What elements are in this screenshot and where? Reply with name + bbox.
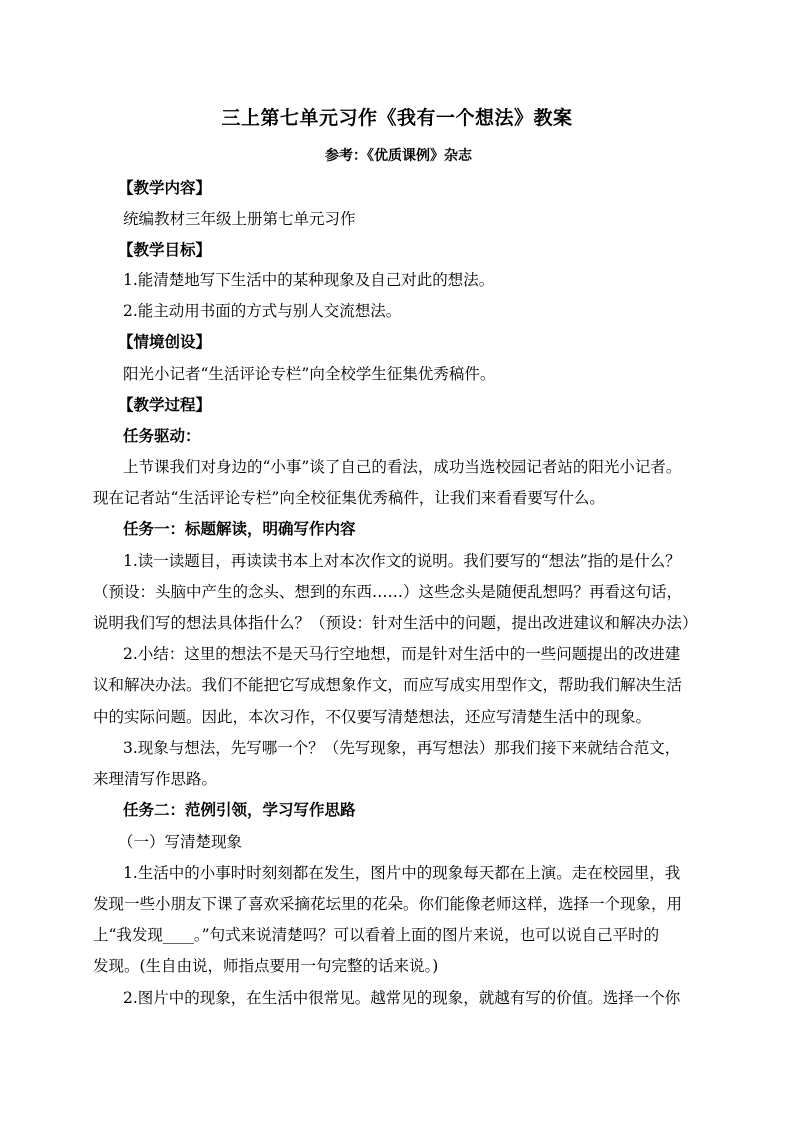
body-text-line: 发现。(生自由说，师指点要用一句完整的话来说。)	[93, 957, 439, 975]
section-heading: 【教学目标】	[118, 240, 212, 259]
body-text-line: （一）写清楚现象	[118, 833, 243, 851]
section-heading: 任务一：标题解读，明确写作内容	[123, 519, 356, 538]
body-text-line: 阳光小记者“生活评论专栏”向全校学生征集优秀稿件。	[123, 365, 496, 383]
body-text-line: 上“我发现____。”句式来说清楚吗？可以看着上面的图片来说，也可以说自己平时的	[93, 926, 660, 944]
body-text-line: 中的实际问题。因此，本次习作，不仅要写清楚想法，还应写清楚生活中的现象。	[93, 708, 652, 726]
reference-note: 参考：《优质课例》杂志	[325, 148, 472, 164]
body-text-line: 3.现象与想法，先写哪一个？（先写现象，再写想法）那我们接下来就结合范文，	[123, 739, 681, 757]
body-text-line: 1.读一读题目，再读读书本上对本次作文的说明。我们要写的“想法”指的是什么？	[123, 552, 681, 570]
body-text-line: 2.小结：这里的想法不是天马行空地想，而是针对生活中的一些问题提出的改进建	[123, 645, 681, 663]
section-heading: 【教学过程】	[118, 395, 212, 414]
body-text-line: 1.生活中的小事时时刻刻都在发生，图片中的现象每天都在上演。走在校园里，我	[123, 864, 681, 882]
body-text-line: 2.图片中的现象，在生活中很常见。越常见的现象，就越有写的价值。选择一个你	[123, 989, 681, 1007]
body-text-line: 发现一些小朋友下课了喜欢采摘花坛里的花朵。你们能像老师这样，选择一个现象，用	[93, 895, 683, 913]
section-heading: 【教学内容】	[118, 178, 212, 197]
body-text-line: 1.能清楚地写下生活中的某种现象及自己对此的想法。	[123, 271, 495, 289]
body-text-line: 上节课我们对身边的“小事”谈了自己的看法，成功当选校园记者站的阳光小记者。	[123, 458, 682, 476]
body-text-line: 说明我们写的想法具体指什么？（预设：针对生活中的问题，提出改进建议和解决办法）	[93, 614, 698, 632]
section-heading: 【情境创设】	[118, 332, 212, 351]
document-title: 三上第七单元习作《我有一个想法》教案	[221, 107, 573, 129]
body-text-line: 议和解决办法。我们不能把它写成想象作文，而应写成实用型作文，帮助我们解决生活	[93, 676, 683, 694]
body-text-line: 现在记者站“生活评论专栏”向全校征集优秀稿件，让我们来看看要写什么。	[93, 489, 605, 507]
body-text-line: （预设：头脑中产生的念头、想到的东西……）这些念头是随便乱想吗？再看这句话，	[93, 583, 683, 601]
body-text-line: 2.能主动用书面的方式与别人交流想法。	[123, 302, 402, 320]
body-text-line: 统编教材三年级上册第七单元习作	[123, 210, 356, 228]
section-heading: 任务驱动：	[123, 426, 201, 445]
section-heading: 任务二：范例引领，学习写作思路	[123, 800, 356, 819]
body-text-line: 来理清写作思路。	[93, 770, 218, 788]
